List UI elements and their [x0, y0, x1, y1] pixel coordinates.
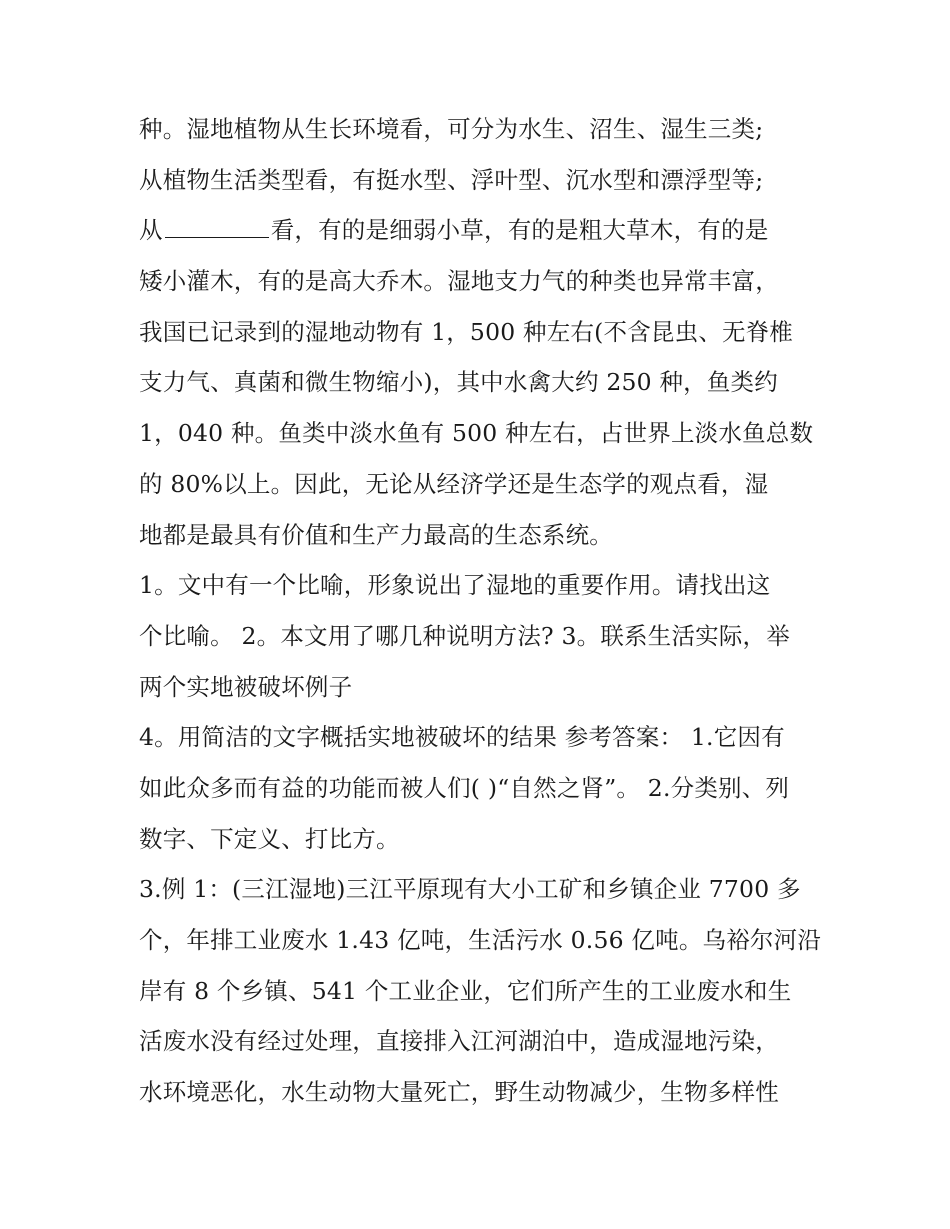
text-line-1: 种。湿地植物从生长环境看，可分为水生、沼生、湿生三类;: [139, 115, 764, 143]
question-line-2: 个比喻。 2。本文用了哪几种说明方法? 3。联系生活实际，举: [139, 621, 790, 650]
answer-line-1: 4。用简洁的文字概括实地被破坏的结果 参考答案： 1.它因有: [139, 723, 785, 752]
answer-line-5: 个，年排工业废水 1.43 亿吨，生活污水 0.56 亿吨。乌裕尔河沿: [139, 926, 822, 954]
text-line-2: 从植物生活类型看，有挺水型、浮叶型、沉水型和漂浮型等;: [139, 165, 764, 194]
text-line-6: 支力气、真菌和微生物缩小)，其中水禽大约 250 种，鱼类约: [139, 368, 778, 397]
text-line-9: 地都是最具有价值和生产力最高的生态系统。: [139, 520, 613, 549]
answer-line-4: 3.例 1：(三江湿地)三江平原现有大小工矿和乡镇企业 7700 多: [139, 875, 801, 904]
text-line-8: 的 80%以上。因此，无论从经济学还是生态学的观点看，湿: [139, 469, 769, 498]
question-line-1: 1。文中有一个比喻，形象说出了湿地的重要作用。请找出这: [139, 571, 771, 600]
text-line-3-after: 看，有的是细弱小草，有的是粗大草木，有的是: [270, 216, 769, 245]
text-line-7: 1，040 种。鱼类中淡水鱼有 500 种左右，占世界上淡水鱼总数: [139, 419, 814, 448]
answer-line-8: 水环境恶化，水生动物大量死亡，野生动物减少，生物多样性: [139, 1078, 779, 1107]
text-line-3-before: 从: [139, 216, 163, 245]
answer-line-3: 数字、下定义、打比方。: [139, 824, 400, 853]
question-line-3: 两个实地被破坏例子: [139, 672, 353, 701]
document-body: [139, 104, 829, 1118]
fill-in-blank: [165, 216, 269, 238]
answer-line-7: 活废水没有经过处理，直接排入江河湖泊中，造成湿地污染，: [139, 1027, 779, 1056]
text-line-5: 我国已记录到的湿地动物有 1，500 种左右(不含昆虫、无脊椎: [139, 317, 794, 346]
answer-line-6: 岸有 8 个乡镇、541 个工业企业，它们所产生的工业废水和生: [139, 976, 792, 1005]
text-line-4: 矮小灌木，有的是高大乔木。湿地支力气的种类也异常丰富，: [139, 267, 779, 296]
answer-line-2: 如此众多而有益的功能而被人们( )“自然之肾”。 2.分类别、列: [139, 773, 790, 802]
text-line-3: [139, 205, 829, 256]
